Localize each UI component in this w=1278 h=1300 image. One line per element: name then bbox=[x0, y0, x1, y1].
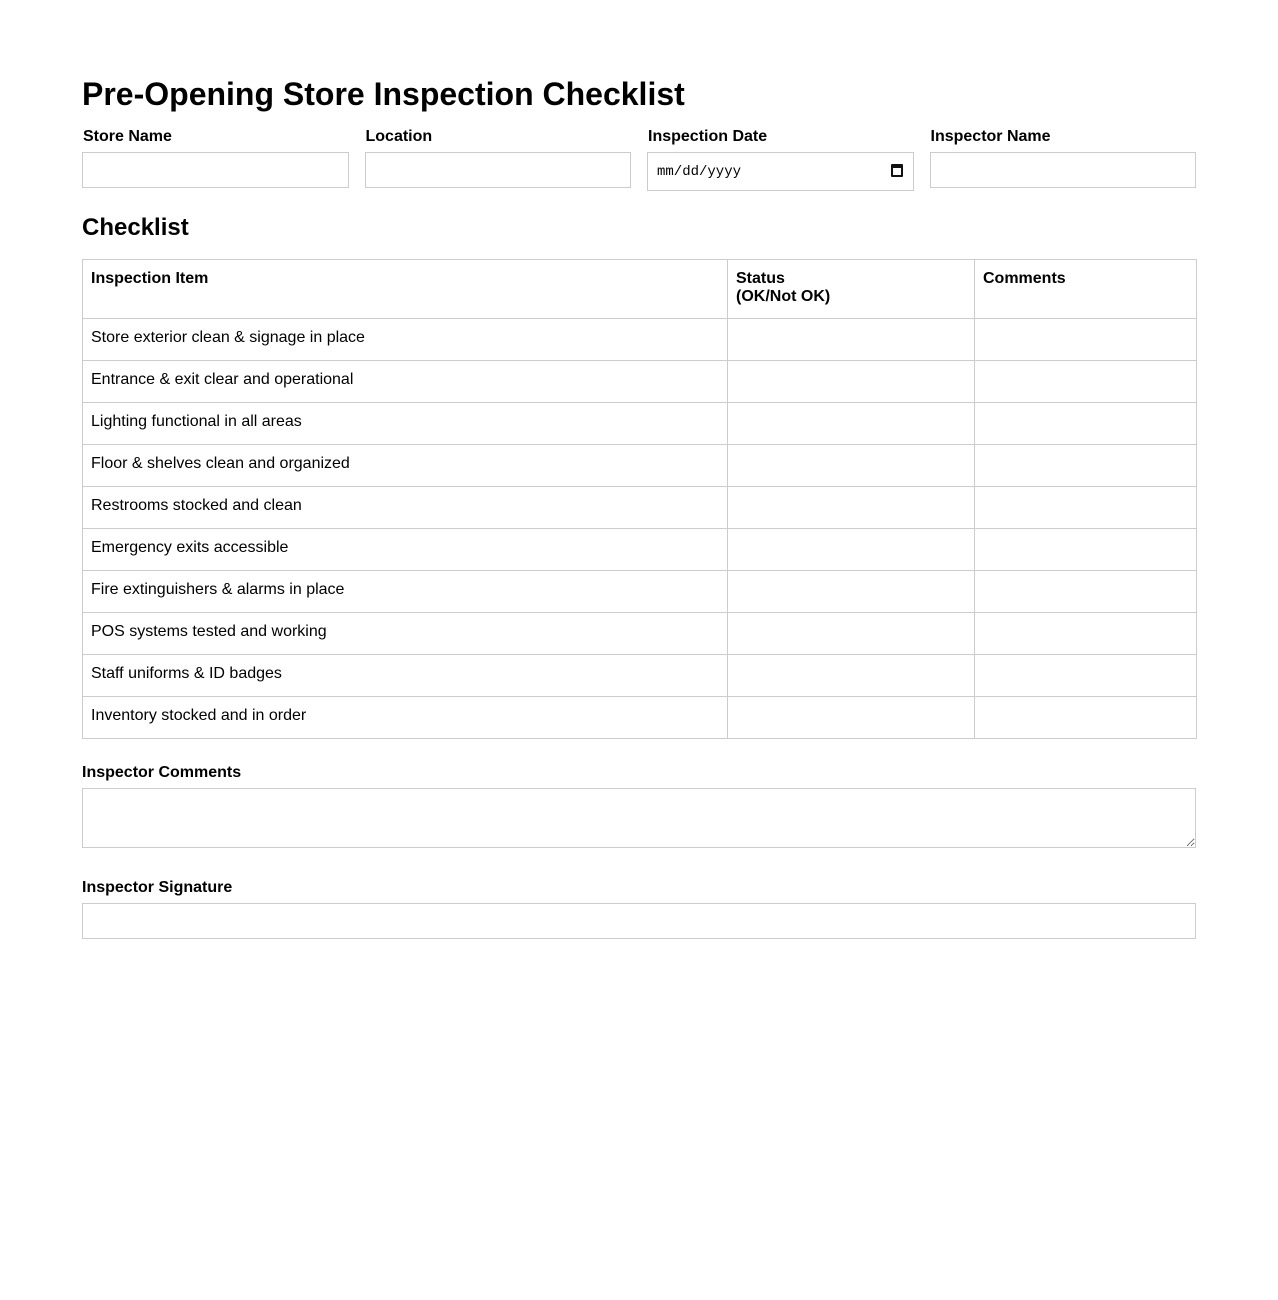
store-name-field-group bbox=[82, 127, 349, 191]
status-header-line1: Status bbox=[736, 270, 785, 287]
inspection-item-cell: Floor & shelves clean and organized bbox=[83, 445, 728, 487]
table-row bbox=[83, 487, 1197, 529]
comments-cell[interactable] bbox=[975, 571, 1197, 613]
inspection-date-label: Inspection Date bbox=[648, 128, 768, 145]
comments-cell[interactable] bbox=[975, 361, 1197, 403]
inspector-name-input[interactable] bbox=[930, 152, 1197, 188]
location-field-group bbox=[365, 127, 632, 191]
inspection-item-cell: Entrance & exit clear and operational bbox=[83, 361, 728, 403]
table-row bbox=[83, 697, 1197, 739]
inspector-comments-section bbox=[82, 763, 1196, 848]
inspector-name-field-group bbox=[930, 127, 1197, 191]
table-row bbox=[83, 403, 1197, 445]
comments-cell[interactable] bbox=[975, 403, 1197, 445]
comments-cell[interactable] bbox=[975, 319, 1197, 361]
inspector-signature-section bbox=[82, 878, 1196, 939]
checklist-heading: Checklist bbox=[82, 214, 189, 241]
comments-cell[interactable] bbox=[975, 613, 1197, 655]
location-input[interactable] bbox=[365, 152, 632, 188]
status-header-line2: (OK/Not OK) bbox=[736, 288, 831, 305]
table-row bbox=[83, 529, 1197, 571]
inspection-item-cell: Inventory stocked and in order bbox=[83, 697, 728, 739]
store-name-input[interactable] bbox=[82, 152, 349, 188]
inspection-date-field-group bbox=[647, 127, 914, 191]
table-row bbox=[83, 361, 1197, 403]
inspection-item-cell: Staff uniforms & ID badges bbox=[83, 655, 728, 697]
status-cell[interactable] bbox=[728, 403, 975, 445]
comments-cell[interactable] bbox=[975, 655, 1197, 697]
comments-cell[interactable] bbox=[975, 697, 1197, 739]
inspection-item-cell: POS systems tested and working bbox=[83, 613, 728, 655]
inspector-comments-label: Inspector Comments bbox=[82, 764, 242, 781]
inspector-signature-input[interactable] bbox=[82, 903, 1196, 939]
checklist-table bbox=[82, 259, 1197, 739]
column-header-inspection-item: Inspection Item bbox=[83, 260, 728, 319]
comments-cell[interactable] bbox=[975, 529, 1197, 571]
table-row bbox=[83, 319, 1197, 361]
column-header-status bbox=[728, 260, 975, 319]
date-placeholder: mm/dd/yyyy bbox=[657, 163, 742, 180]
comments-cell[interactable] bbox=[975, 487, 1197, 529]
store-name-label: Store Name bbox=[83, 128, 172, 145]
table-row bbox=[83, 445, 1197, 487]
page-title: Pre-Opening Store Inspection Checklist bbox=[82, 76, 685, 112]
inspector-comments-textarea[interactable] bbox=[82, 788, 1196, 848]
table-header-row bbox=[83, 260, 1197, 319]
inspection-item-cell: Store exterior clean & signage in place bbox=[83, 319, 728, 361]
inspection-item-cell: Emergency exits accessible bbox=[83, 529, 728, 571]
calendar-icon[interactable] bbox=[891, 164, 903, 177]
status-cell[interactable] bbox=[728, 613, 975, 655]
table-row bbox=[83, 613, 1197, 655]
column-header-comments: Comments bbox=[975, 260, 1197, 319]
status-cell[interactable] bbox=[728, 487, 975, 529]
status-cell[interactable] bbox=[728, 319, 975, 361]
location-label: Location bbox=[365, 128, 433, 145]
comments-cell[interactable] bbox=[975, 445, 1197, 487]
info-fields-row bbox=[82, 127, 1196, 191]
inspector-name-label: Inspector Name bbox=[930, 128, 1051, 145]
inspection-item-cell: Restrooms stocked and clean bbox=[83, 487, 728, 529]
status-cell[interactable] bbox=[728, 697, 975, 739]
inspection-item-cell: Fire extinguishers & alarms in place bbox=[83, 571, 728, 613]
table-row bbox=[83, 655, 1197, 697]
status-cell[interactable] bbox=[728, 571, 975, 613]
status-cell[interactable] bbox=[728, 529, 975, 571]
status-cell[interactable] bbox=[728, 361, 975, 403]
table-row bbox=[83, 571, 1197, 613]
status-cell[interactable] bbox=[728, 445, 975, 487]
status-cell[interactable] bbox=[728, 655, 975, 697]
inspector-signature-label: Inspector Signature bbox=[82, 879, 233, 896]
inspection-date-input[interactable] bbox=[647, 152, 914, 191]
inspection-item-cell: Lighting functional in all areas bbox=[83, 403, 728, 445]
